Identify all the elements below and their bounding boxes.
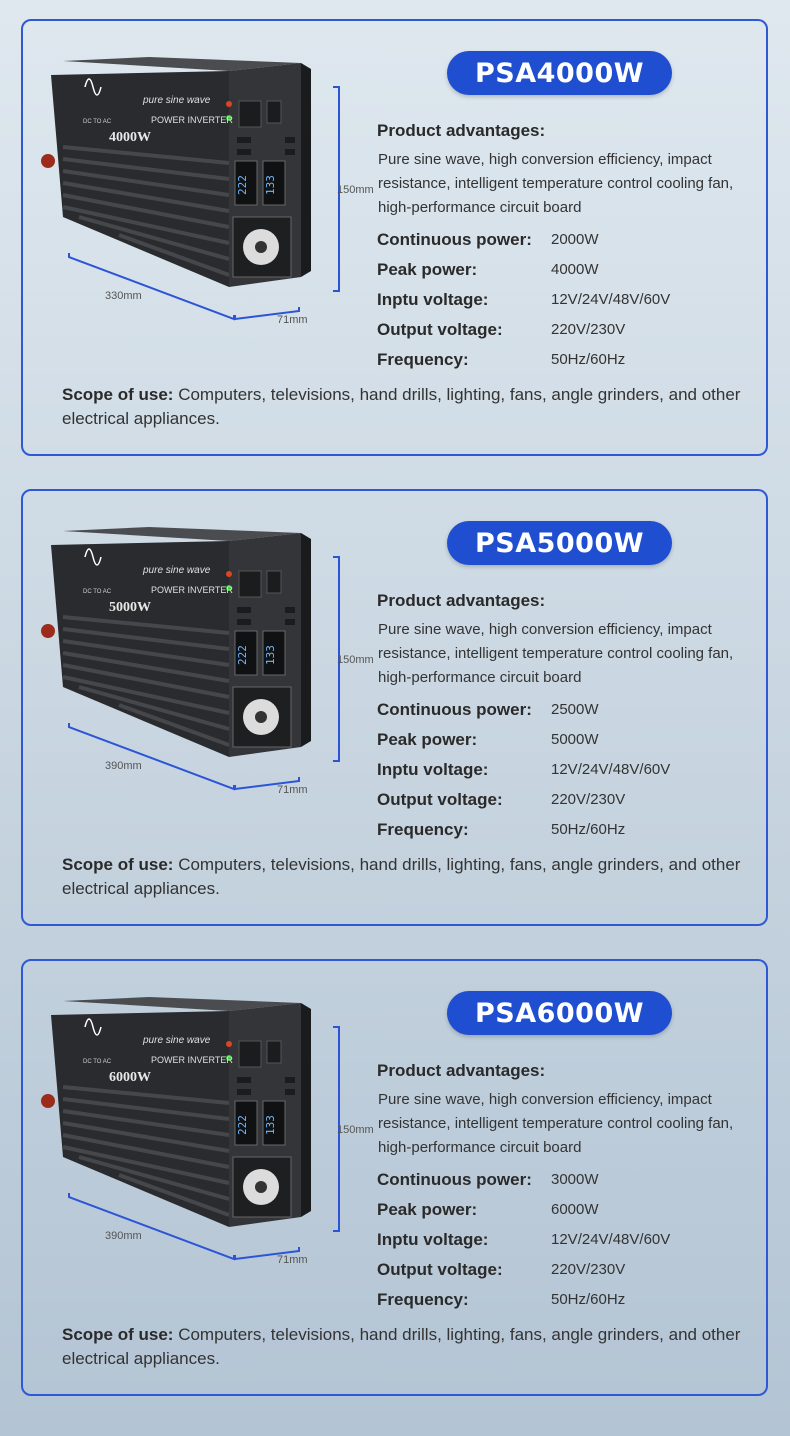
svg-text:pure sine wave: pure sine wave (143, 1035, 211, 1046)
scope-label: Scope of use: (62, 385, 174, 404)
product-card (21, 19, 768, 456)
spec-row (377, 1230, 747, 1250)
svg-text:150mm: 150mm (337, 184, 374, 196)
advantages-text: Pure sine wave, high conversion efficiency, impact resistance, intelligent temperature control cooling fan, high-performance circuit board (378, 151, 734, 216)
spec-label: Frequency: (377, 820, 469, 839)
scope-label: Scope of use: (62, 1325, 174, 1344)
scope-of-use (62, 853, 752, 901)
svg-text:390mm: 390mm (105, 1230, 142, 1242)
svg-text:POWER INVERTER: POWER INVERTER (151, 1055, 233, 1065)
svg-text:222: 222 (236, 645, 249, 665)
svg-text:133: 133 (264, 1115, 277, 1135)
spec-row (377, 760, 747, 780)
inverter-product-image (39, 527, 379, 796)
model-badge: PSA6000W (447, 991, 672, 1035)
spec-row (377, 350, 747, 370)
spec-value: 12V/24V/48V/60V (551, 1231, 671, 1248)
svg-text:133: 133 (264, 175, 277, 195)
spec-row (377, 790, 747, 810)
svg-text:71mm: 71mm (277, 784, 308, 796)
spec-label: Continuous power: (377, 700, 532, 719)
spec-label: Peak power: (377, 730, 478, 749)
spec-value: 220V/230V (551, 321, 626, 338)
inverter-product-image (39, 997, 379, 1266)
spec-label: Frequency: (377, 350, 469, 369)
spec-value: 4000W (551, 261, 599, 278)
svg-text:71mm: 71mm (277, 314, 308, 326)
spec-value: 220V/230V (551, 1261, 626, 1278)
spec-label: Output voltage: (377, 790, 503, 809)
svg-text:71mm: 71mm (277, 1254, 308, 1266)
spec-row (377, 700, 747, 720)
svg-text:222: 222 (236, 175, 249, 195)
spec-label: Inptu voltage: (377, 1230, 489, 1249)
spec-value: 12V/24V/48V/60V (551, 761, 671, 778)
spec-row (377, 1200, 747, 1220)
spec-row (377, 1290, 747, 1310)
svg-text:pure sine wave: pure sine wave (143, 565, 211, 576)
spec-label: Output voltage: (377, 320, 503, 339)
model-badge: PSA4000W (447, 51, 672, 95)
product-card (21, 959, 768, 1396)
spec-label: Continuous power: (377, 1170, 532, 1189)
svg-text:330mm: 330mm (105, 290, 142, 302)
spec-row (377, 1260, 747, 1280)
advantages-title: Product advantages: (377, 591, 546, 610)
scope-label: Scope of use: (62, 855, 174, 874)
svg-text:150mm: 150mm (337, 1124, 374, 1136)
spec-value: 6000W (551, 1201, 599, 1218)
scope-text: Computers, televisions, hand drills, lighting, fans, angle grinders, and other electrical appliances. (62, 385, 741, 428)
spec-row (377, 820, 747, 840)
spec-row (377, 730, 747, 750)
spec-row (377, 320, 747, 340)
spec-row (377, 260, 747, 280)
svg-text:133: 133 (264, 645, 277, 665)
svg-text:DC TO AC: DC TO AC (83, 1059, 112, 1065)
svg-text:DC TO AC: DC TO AC (83, 589, 112, 595)
svg-text:POWER INVERTER: POWER INVERTER (151, 585, 233, 595)
spec-value: 3000W (551, 1171, 599, 1188)
svg-text:4000W: 4000W (109, 130, 151, 145)
spec-row (377, 290, 747, 310)
scope-of-use (62, 383, 752, 431)
svg-text:222: 222 (236, 1115, 249, 1135)
product-card (21, 489, 768, 926)
svg-text:5000W: 5000W (109, 600, 151, 615)
spec-label: Inptu voltage: (377, 760, 489, 779)
spec-value: 50Hz/60Hz (551, 1291, 626, 1308)
spec-row (377, 1170, 747, 1190)
spec-value: 50Hz/60Hz (551, 351, 626, 368)
advantages-title: Product advantages: (377, 1061, 546, 1080)
svg-text:DC TO AC: DC TO AC (83, 119, 112, 125)
scope-of-use (62, 1323, 752, 1371)
spec-label: Output voltage: (377, 1260, 503, 1279)
advantages-text: Pure sine wave, high conversion efficiency, impact resistance, intelligent temperature control cooling fan, high-performance circuit board (378, 1091, 734, 1156)
svg-text:POWER INVERTER: POWER INVERTER (151, 115, 233, 125)
spec-value: 2500W (551, 701, 599, 718)
spec-row (377, 230, 747, 250)
scope-text: Computers, televisions, hand drills, lighting, fans, angle grinders, and other electrical appliances. (62, 1325, 741, 1368)
svg-text:pure sine wave: pure sine wave (143, 95, 211, 106)
svg-text:6000W: 6000W (109, 1070, 151, 1085)
spec-value: 12V/24V/48V/60V (551, 291, 671, 308)
inverter-product-image (39, 57, 379, 326)
spec-value: 50Hz/60Hz (551, 821, 626, 838)
spec-label: Peak power: (377, 1200, 478, 1219)
spec-label: Frequency: (377, 1290, 469, 1309)
advantages-title: Product advantages: (377, 121, 546, 140)
spec-value: 2000W (551, 231, 599, 248)
spec-value: 220V/230V (551, 791, 626, 808)
svg-text:390mm: 390mm (105, 760, 142, 772)
spec-value: 5000W (551, 731, 599, 748)
advantages-text: Pure sine wave, high conversion efficiency, impact resistance, intelligent temperature control cooling fan, high-performance circuit board (378, 621, 734, 686)
spec-label: Continuous power: (377, 230, 532, 249)
model-badge: PSA5000W (447, 521, 672, 565)
svg-text:150mm: 150mm (337, 654, 374, 666)
spec-label: Peak power: (377, 260, 478, 279)
spec-label: Inptu voltage: (377, 290, 489, 309)
scope-text: Computers, televisions, hand drills, lighting, fans, angle grinders, and other electrical appliances. (62, 855, 741, 898)
